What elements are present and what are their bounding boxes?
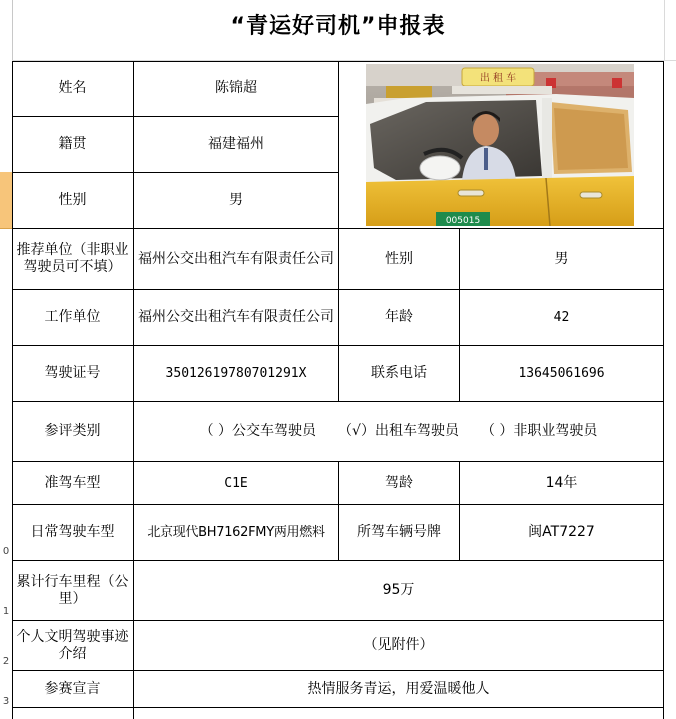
age-label: 年龄 <box>339 290 460 346</box>
next-row-label <box>12 708 134 719</box>
category-label: 参评类别 <box>12 402 134 462</box>
car-number-text: 005015 <box>445 216 481 226</box>
declaration-label: 参赛宣言 <box>12 671 134 708</box>
driver-photo[interactable] <box>366 64 634 226</box>
next-row-value[interactable] <box>134 708 664 719</box>
name-label: 姓名 <box>12 61 134 117</box>
driving-years-label: 驾龄 <box>339 462 460 505</box>
phone-value[interactable]: 13645061696 <box>460 346 664 402</box>
form-title: “青运好司机”申报表 <box>230 13 446 39</box>
row-number[interactable]: 1 <box>2 606 10 617</box>
selected-row-marker[interactable] <box>0 172 12 229</box>
sheet-gridline <box>664 0 665 60</box>
vehicle-type-value[interactable]: C1E <box>134 462 339 505</box>
category-option-bus[interactable]: （ ）公交车驾驶员 <box>199 423 317 439</box>
row-number[interactable]: 3 <box>2 696 10 707</box>
phone-label: 联系电话 <box>339 346 460 402</box>
gender-label: 性别 <box>12 173 134 229</box>
age-value[interactable]: 42 <box>460 290 664 346</box>
recommender-value[interactable]: 福州公交出租汽车有限责任公司 <box>134 229 339 290</box>
gender2-value[interactable]: 男 <box>460 229 664 290</box>
driving-years-value[interactable]: 14年 <box>460 462 664 505</box>
roof-sign-text: 出 租 车 <box>479 73 517 84</box>
recommender-label: 推荐单位（非职业驾驶员可不填） <box>12 229 134 290</box>
work-unit-value[interactable]: 福州公交出租汽车有限责任公司 <box>134 290 339 346</box>
deeds-label: 个人文明驾驶事迹介绍 <box>12 621 134 671</box>
row-number[interactable]: 2 <box>2 656 10 667</box>
category-options[interactable] <box>134 402 664 462</box>
gender-value[interactable]: 男 <box>134 173 339 229</box>
native-place-value[interactable]: 福建福州 <box>134 117 339 173</box>
declaration-value[interactable]: 热情服务青运，用爱温暖他人 <box>134 671 664 708</box>
category-option-taxi[interactable]: （√）出租车驾驶员 <box>338 423 459 439</box>
deeds-value[interactable]: （见附件） <box>134 621 664 671</box>
native-place-label: 籍贯 <box>12 117 134 173</box>
license-label: 驾驶证号 <box>12 346 134 402</box>
daily-vehicle-label: 日常驾驶车型 <box>12 505 134 561</box>
mileage-value[interactable]: 95万 <box>134 561 664 621</box>
row-number[interactable]: 0 <box>2 546 10 557</box>
license-value[interactable]: 35012619780701291X <box>134 346 339 402</box>
plate-value[interactable]: 闽AT7227 <box>460 505 664 561</box>
plate-label: 所驾车辆号牌 <box>339 505 460 561</box>
daily-vehicle-value[interactable]: 北京现代BH7162FMY两用燃料 <box>134 505 339 561</box>
category-option-nonprofessional[interactable]: （ ）非职业驾驶员 <box>480 423 598 439</box>
vehicle-type-label: 准驾车型 <box>12 462 134 505</box>
work-unit-label: 工作单位 <box>12 290 134 346</box>
taxi-driver-photo-image <box>366 64 634 226</box>
gender2-label: 性别 <box>339 229 460 290</box>
name-value[interactable]: 陈锦超 <box>134 61 339 117</box>
mileage-label: 累计行车里程（公里） <box>12 561 134 621</box>
